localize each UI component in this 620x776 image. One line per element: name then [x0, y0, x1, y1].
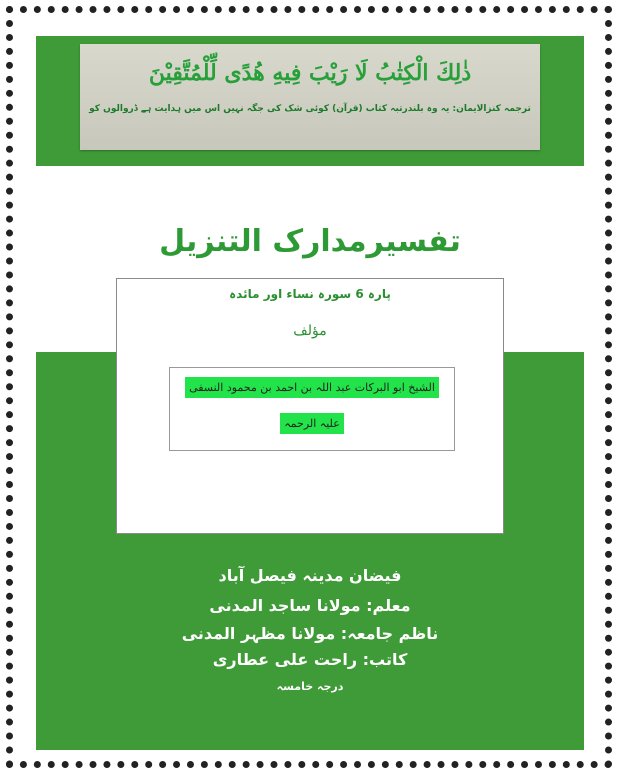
- info-box: [116, 278, 504, 534]
- author-name: الشیخ ابو البرکات عبد اللہ بن احمد بن محمود النسفی: [185, 377, 439, 398]
- author-heading: مؤلف: [293, 323, 327, 339]
- verse-banner: [80, 44, 540, 150]
- grade: درجہ خامسہ: [276, 680, 344, 693]
- book-title: تفسیرمدارک التنزیل: [159, 224, 461, 259]
- scribe: کاتب: راحت علی عطاری: [212, 650, 408, 669]
- author-box: [169, 367, 455, 451]
- institution: فیضان مدینہ فیصل آباد: [218, 566, 402, 585]
- author-honorific: علیہ الرحمہ: [280, 413, 344, 434]
- para-label: پارہ 6 سورہ نساء اور مائدہ: [229, 287, 391, 301]
- principal: ناظم جامعہ: مولانا مظہر المدنی: [181, 624, 439, 643]
- verse-translation: ترجمہ کنزالایمان: یہ وہ بلندرتبہ کتاب (قرآن) کوئی شک کی جگہ نہیں اس میں ہدایت ہے ڈروالوں کو: [89, 104, 531, 114]
- teacher: معلم: مولانا ساجد المدنی: [209, 596, 411, 615]
- quran-verse: ذٰلِكَ الْكِتٰبُ لَا رَيْبَ فِيهِ هُدًى لِّلْمُتَّقِيْنَ: [148, 60, 472, 86]
